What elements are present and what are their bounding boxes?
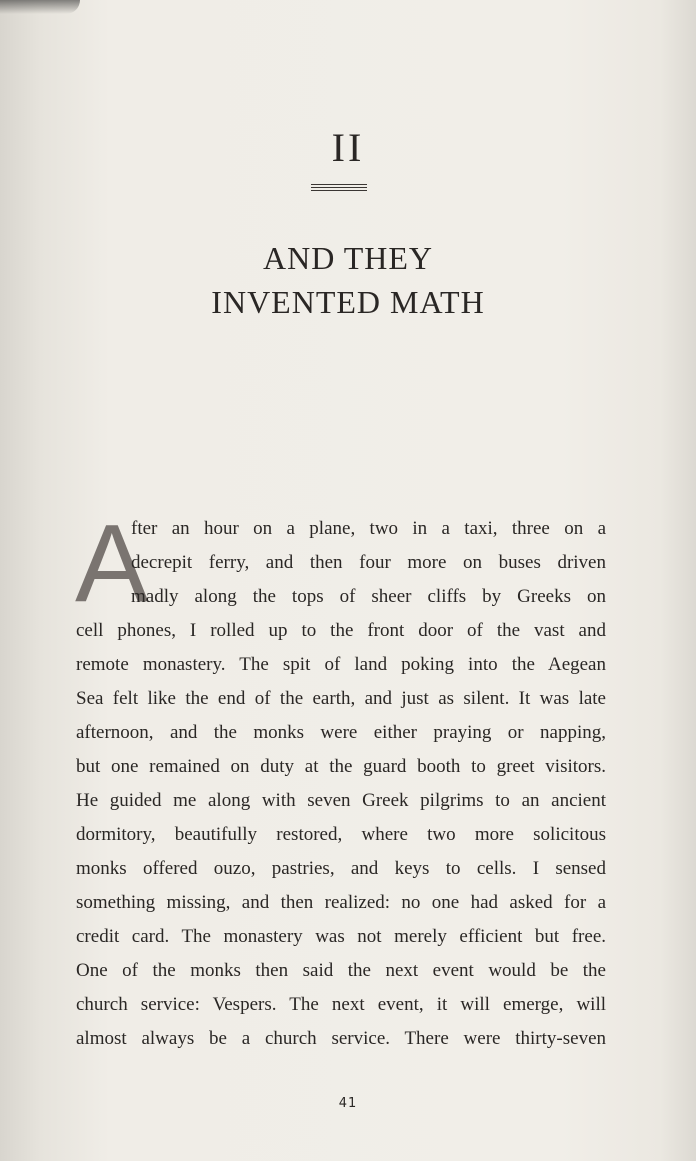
scan-shadow (0, 0, 80, 14)
page-number: 41 (338, 1096, 358, 1111)
paragraph-line: fter an hour on a plane, two in a taxi, three on a (131, 518, 606, 539)
chapter-number: II (331, 125, 365, 170)
paragraph-line: church service: Vespers. The next event, it will emerge, will (76, 994, 606, 1015)
paragraph-line: decrepit ferry, and then four more on buses driven (131, 552, 606, 573)
paragraph-line: He guided me along with seven Greek pilgrims to an ancient (76, 790, 606, 811)
paragraph-line: dormitory, beautifully restored, where two more solicitous (76, 824, 606, 845)
chapter-title (0, 236, 696, 324)
paragraph-line: madly along the tops of sheer cliffs by Greeks on (131, 586, 606, 607)
paragraph-line: monks offered ouzo, pastries, and keys to cells. I sensed (76, 858, 606, 879)
paragraph-line: remote monastery. The spit of land poking into the Aegean (76, 654, 606, 675)
paragraph-line: One of the monks then said the next event would be the (76, 960, 606, 981)
paragraph-line: almost always be a church service. There were thirty-seven (76, 1028, 606, 1049)
chapter-rule-divider (311, 184, 367, 192)
paragraph-line: cell phones, I rolled up to the front door of the vast and (76, 620, 606, 641)
paragraph-line: credit card. The monastery was not merely efficient but free. (76, 926, 606, 947)
paragraph-line: Sea felt like the end of the earth, and just as silent. It was late (76, 688, 606, 709)
paragraph-line: afternoon, and the monks were either praying or napping, (76, 722, 606, 743)
body-paragraph (75, 502, 606, 1056)
chapter-title-line-2: INVENTED MATH (211, 284, 485, 320)
drop-cap: A (75, 502, 149, 625)
paragraph-line: but one remained on duty at the guard booth to greet visitors. (76, 756, 606, 777)
chapter-title-line-1: AND THEY (262, 240, 434, 276)
paragraph-line: something missing, and then realized: no one had asked for a (76, 892, 606, 913)
